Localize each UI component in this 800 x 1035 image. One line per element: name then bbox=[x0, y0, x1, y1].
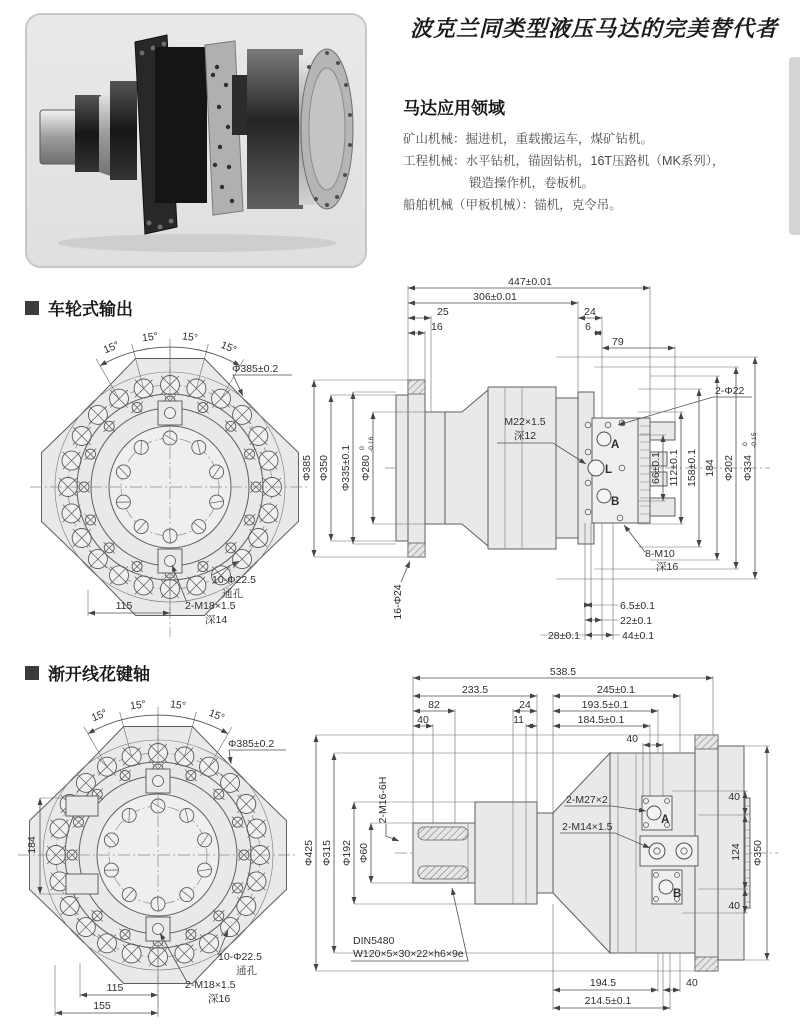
wheel-output-front-view bbox=[20, 325, 320, 655]
dim-6: 6 bbox=[585, 321, 591, 333]
dim-6p5: 6.5±0.1 bbox=[620, 600, 655, 612]
port-a-label: A bbox=[611, 439, 620, 451]
dim-40-d: 40 bbox=[728, 900, 740, 912]
thread-depth: 深12 bbox=[513, 430, 537, 442]
left-port-boss-bottom bbox=[66, 874, 98, 894]
dim-447: 447±0.01 bbox=[508, 276, 552, 288]
dia-335: Φ335±0.1 bbox=[340, 444, 352, 492]
angle-dim: 15° bbox=[181, 330, 199, 345]
dim-40-a: 40 bbox=[417, 714, 429, 726]
dim-28: 28±0.1 bbox=[547, 630, 580, 642]
angle-dim: 15° bbox=[169, 698, 187, 713]
flange-diameter-label: Φ385±0.2 bbox=[228, 738, 275, 750]
section-wheel-output-heading: 车轮式输出 bbox=[25, 295, 133, 320]
bolts-depth: 深16 bbox=[656, 561, 679, 573]
dim-124: 124 bbox=[730, 843, 742, 861]
thread-2m27-label: 2-M27×2 bbox=[566, 794, 608, 806]
port-a-label: A bbox=[661, 814, 670, 826]
heading-square-icon bbox=[25, 301, 39, 315]
dia-350: Φ350 bbox=[318, 455, 330, 481]
applications-line-engineering: 工程机械：水平钻机，锚固钻机，16T压路机（MK系列）， bbox=[403, 153, 725, 168]
dim-11: 11 bbox=[513, 714, 524, 726]
dim-40-c: 40 bbox=[728, 791, 740, 803]
left-port-boss-top bbox=[66, 796, 98, 816]
dim-538p5: 538.5 bbox=[549, 666, 577, 678]
motor-profile-geometry bbox=[395, 735, 778, 971]
angle-dim: 15° bbox=[129, 698, 147, 713]
dim-24: 24 bbox=[519, 699, 531, 711]
port-l-label: L bbox=[605, 464, 613, 476]
dim-44: 44±0.1 bbox=[622, 630, 655, 642]
dim-79: 79 bbox=[612, 336, 624, 348]
bolts-8m10-label: 8-M10 bbox=[645, 548, 675, 560]
dia-280-tol-bottom: -0.16 bbox=[368, 436, 375, 452]
holes-2x22-label: 2-Φ22 bbox=[715, 385, 745, 397]
angle-dim: 15° bbox=[141, 330, 159, 345]
section-spline-shaft-heading: 渐开线花键轴 bbox=[25, 660, 150, 685]
dim-184: 184 bbox=[704, 459, 716, 477]
dim-155: 155 bbox=[93, 1000, 111, 1012]
dim-184p5: 184.5±0.1 bbox=[577, 714, 625, 726]
dia-425: Φ425 bbox=[303, 840, 315, 866]
din-standard-label: DIN5480 bbox=[353, 935, 395, 947]
dim-115: 115 bbox=[106, 982, 124, 994]
applications-line-engineering2: 锻造操作机，卷板机。 bbox=[469, 175, 595, 190]
through-holes-note: 通孔 bbox=[236, 965, 257, 977]
product-photo-card bbox=[25, 13, 367, 268]
dia-334-tol-top: 0 bbox=[742, 442, 749, 446]
angle-dim: 15° bbox=[89, 707, 110, 725]
dia-334: Φ334 bbox=[742, 455, 754, 481]
holes-16x24-label: 16-Φ24 bbox=[392, 584, 404, 620]
dia-350: Φ350 bbox=[752, 840, 764, 866]
through-holes-note: 通孔 bbox=[222, 588, 243, 600]
product-photo-illustration bbox=[27, 15, 365, 266]
dia-202: Φ202 bbox=[723, 455, 735, 481]
dia-280-tol-top: 0 bbox=[359, 446, 366, 450]
dim-82: 82 bbox=[428, 699, 440, 711]
applications-heading: 马达应用领域 bbox=[403, 99, 505, 118]
dim-66: 66±0.1 bbox=[650, 451, 662, 485]
dia-334-tol-bottom: -0.15 bbox=[751, 432, 758, 448]
dia-60: Φ60 bbox=[358, 842, 370, 864]
port-b-label: B bbox=[673, 888, 682, 900]
thread-label: 2-M18×1.5 bbox=[185, 600, 236, 612]
dim-16: 16 bbox=[431, 321, 443, 333]
dim-24: 24 bbox=[584, 306, 596, 318]
thread-depth: 深14 bbox=[205, 614, 228, 626]
hydraulic-motor-photo bbox=[40, 35, 353, 252]
thread-label: M22×1.5 bbox=[504, 416, 546, 428]
dim-245: 245±0.1 bbox=[597, 684, 635, 696]
dia-192: Φ192 bbox=[341, 840, 353, 866]
dim-22: 22±0.1 bbox=[620, 615, 653, 627]
dim-194p5: 194.5 bbox=[589, 977, 617, 989]
through-holes-label: 10-Φ22.5 bbox=[212, 574, 256, 586]
dim-233p5: 233.5 bbox=[461, 684, 489, 696]
applications-section bbox=[403, 94, 795, 217]
dim-112: 112±0.1 bbox=[668, 449, 680, 487]
spline-shaft-front-view bbox=[10, 695, 320, 1035]
dim-193p5: 193.5±0.1 bbox=[581, 699, 629, 711]
flange-diameter-label: Φ385±0.2 bbox=[232, 363, 279, 375]
dim-184: 184 bbox=[26, 836, 38, 854]
spline-shaft-side-view bbox=[300, 648, 800, 1035]
dim-214p5: 214.5±0.1 bbox=[584, 995, 632, 1007]
applications-line-marine: 船舶机械（甲板机械）：锚机，克令吊。 bbox=[403, 197, 622, 212]
dim-25: 25 bbox=[437, 306, 449, 318]
through-holes-label: 10-Φ22.5 bbox=[218, 951, 262, 963]
dim-158: 158±0.1 bbox=[686, 449, 698, 487]
dim-40-e: 40 bbox=[686, 977, 698, 989]
dia-280: Φ280 bbox=[360, 455, 372, 481]
angle-dim: 15° bbox=[218, 339, 239, 357]
dia-315: Φ315 bbox=[321, 840, 333, 866]
port-b-label: B bbox=[611, 496, 620, 508]
dim-115: 115 bbox=[115, 600, 133, 612]
thread-depth: 深16 bbox=[208, 993, 231, 1005]
thread-2m16-label: 2-M16-6H bbox=[377, 776, 389, 824]
angle-dim: 15° bbox=[101, 339, 122, 357]
angle-dim: 15° bbox=[206, 707, 227, 725]
thread-2m14-label: 2-M14×1.5 bbox=[562, 821, 613, 833]
dim-306: 306±0.01 bbox=[473, 291, 517, 303]
dia-385: Φ385 bbox=[301, 455, 313, 481]
page-title: 波克兰同类型液压马达的完美替代者 bbox=[409, 16, 778, 41]
applications-line-mining: 矿山机械：掘进机，重载搬运车，煤矿钻机。 bbox=[403, 132, 654, 146]
thread-label: 2-M18×1.5 bbox=[185, 979, 236, 991]
heading-square-icon bbox=[25, 666, 39, 680]
wheel-output-side-view bbox=[300, 272, 800, 660]
din-spline-spec: W120×5×30×22×h6×9e bbox=[353, 948, 464, 960]
dim-40-b: 40 bbox=[626, 733, 638, 745]
